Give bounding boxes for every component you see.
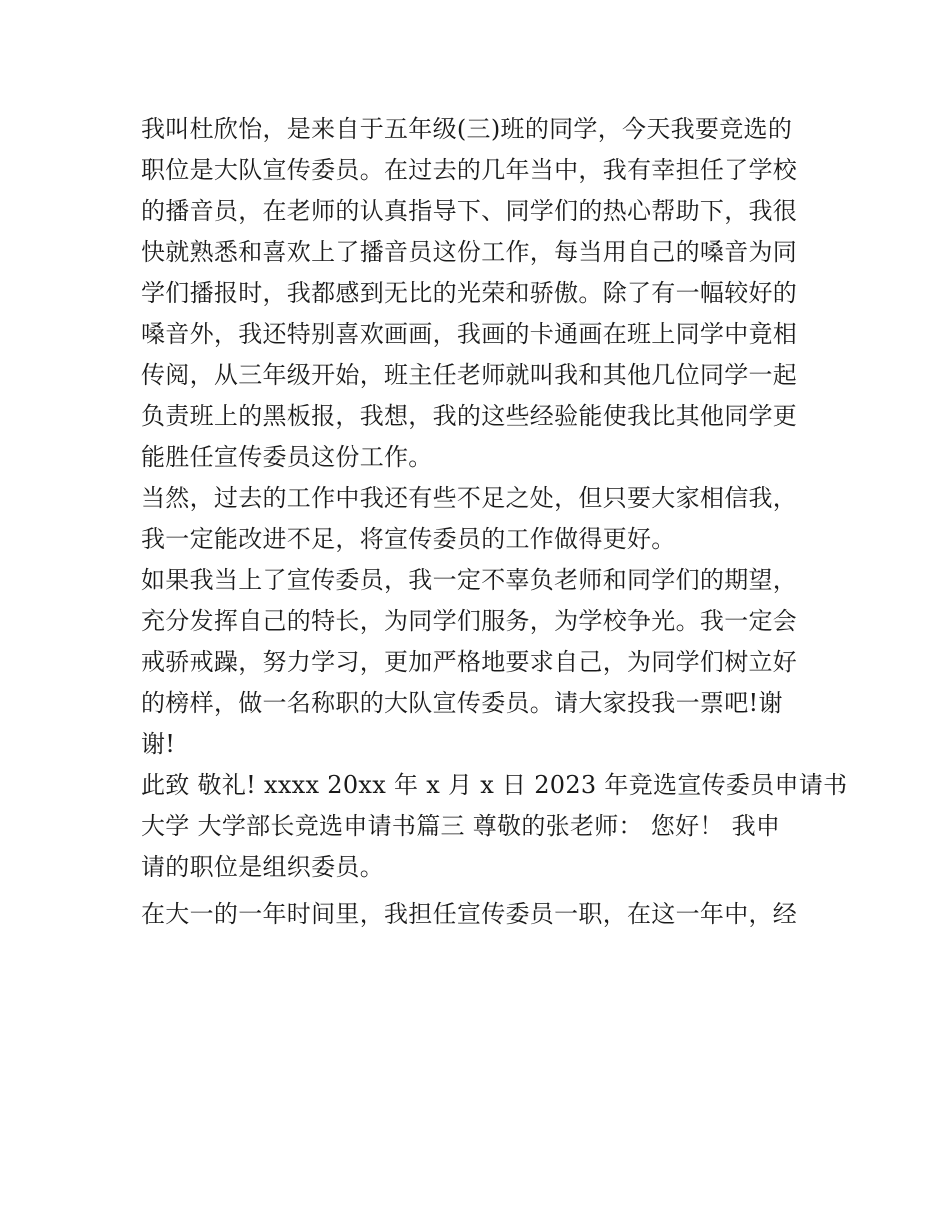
text-line: 谢!	[141, 730, 176, 758]
text-line: 我叫杜欣怡，是来自于五年级(三)班的同学，今天我要竞选的	[141, 115, 793, 143]
text-line: 的榜样，做一名称职的大队宣传委员。请大家投我一票吧!谢	[141, 689, 783, 717]
text-line: 我一定能改进不足，将宣传委员的工作做得更好。	[141, 525, 676, 553]
text-line: 快就熟悉和喜欢上了播音员这份工作，每当用自己的嗓音为同	[141, 238, 798, 266]
text-line: 此致 敬礼! xxxx 20xx 年 x 月 x 日 2023 年竞选宣传委员申请书	[141, 771, 848, 799]
text-line: 当然，过去的工作中我还有些不足之处，但只要大家相信我，	[141, 484, 798, 512]
paragraph-1	[141, 109, 813, 478]
text-line: 充分发挥自己的特长，为同学们服务，为学校争光。我一定会	[141, 607, 798, 635]
paragraph-4	[141, 765, 848, 888]
document-body	[141, 109, 848, 935]
text-line: 学们播报时，我都感到无比的光荣和骄傲。除了有一幅较好的	[141, 279, 798, 307]
paragraph-5	[141, 894, 813, 935]
text-line: 的播音员，在老师的认真指导下、同学们的热心帮助下，我很	[141, 197, 798, 225]
text-line: 请的职位是组织委员。	[141, 853, 384, 881]
paragraph-3	[141, 560, 813, 765]
text-line: 戒骄戒躁，努力学习，更加严格地要求自己，为同学们树立好	[141, 648, 798, 676]
text-line: 职位是大队宣传委员。在过去的几年当中，我有幸担任了学校	[141, 156, 798, 184]
text-line: 在大一的一年时间里，我担任宣传委员一职，在这一年中，经	[141, 900, 798, 928]
text-line: 大学 大学部长竞选申请书篇三 尊敬的张老师： 您好！ 我申	[141, 812, 781, 840]
text-line: 能胜任宣传委员这份工作。	[141, 443, 433, 471]
text-line: 如果我当上了宣传委员，我一定不辜负老师和同学们的期望，	[141, 566, 798, 594]
paragraph-2	[141, 478, 813, 560]
text-line: 传阅，从三年级开始，班主任老师就叫我和其他几位同学一起	[141, 361, 798, 389]
text-line: 嗓音外，我还特别喜欢画画，我画的卡通画在班上同学中竟相	[141, 320, 798, 348]
text-line: 负责班上的黑板报，我想，我的这些经验能使我比其他同学更	[141, 402, 798, 430]
